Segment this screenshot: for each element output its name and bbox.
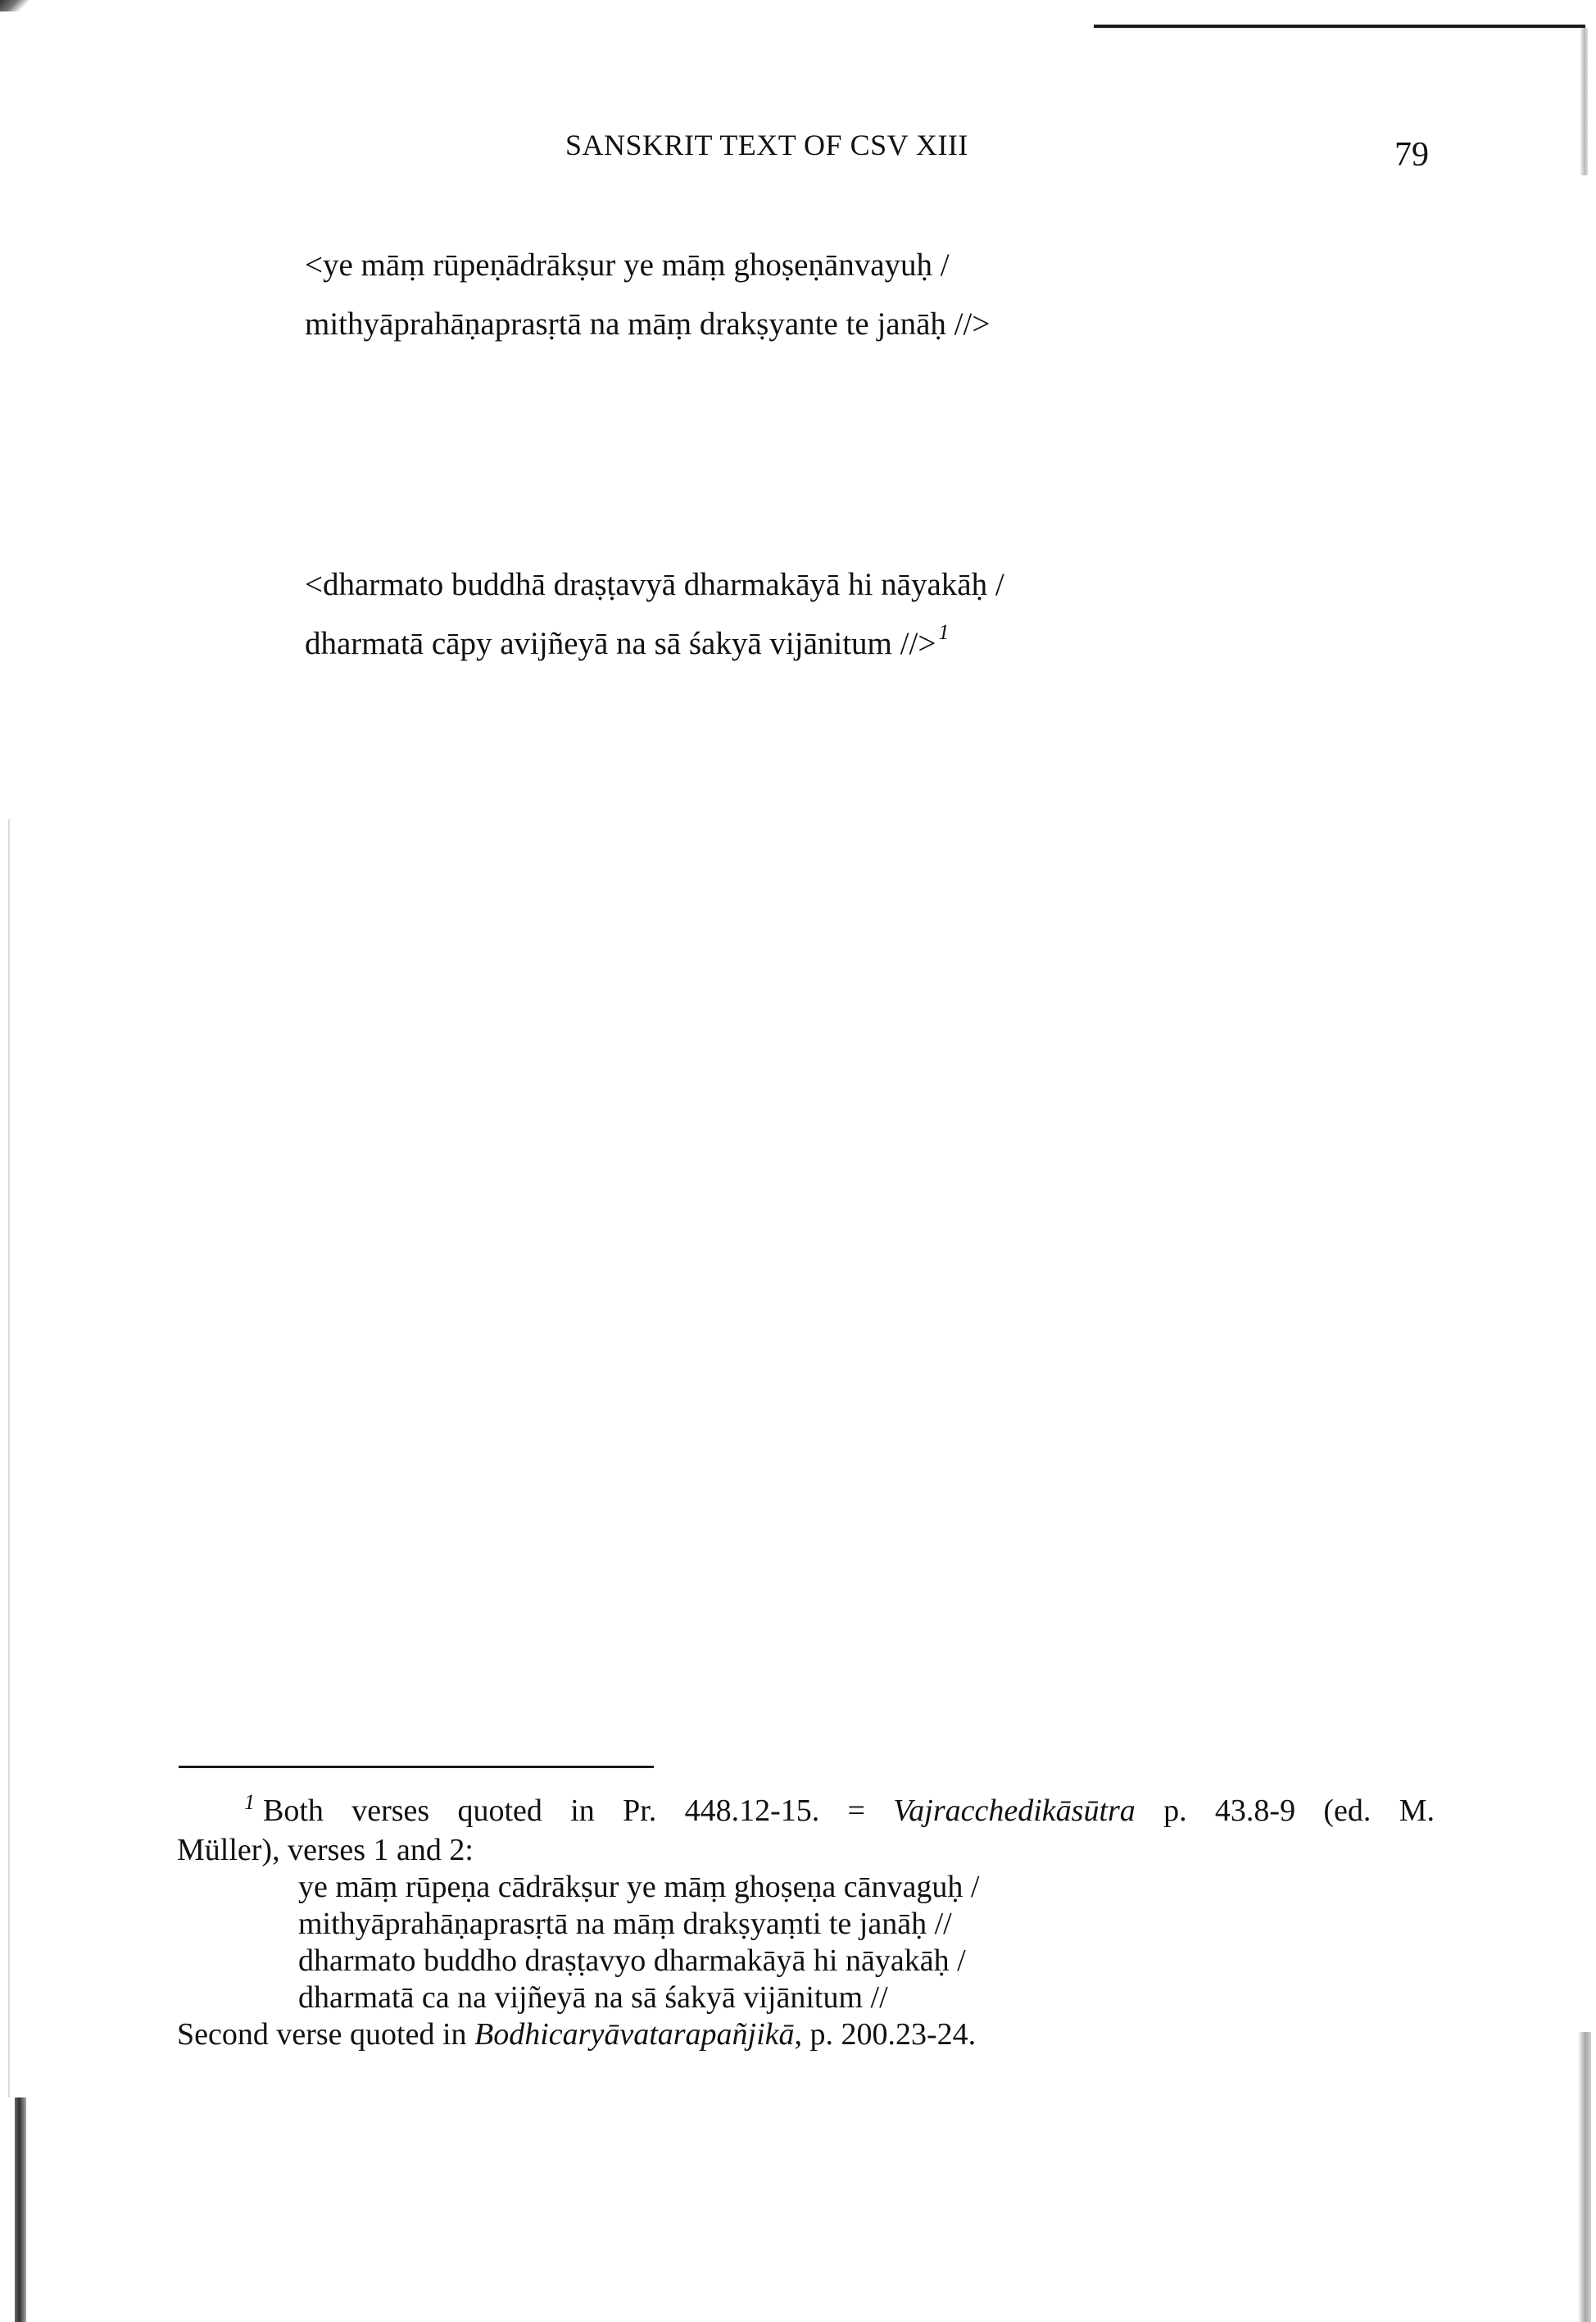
footnote [177,1790,1435,2053]
scan-edge-rule [1094,25,1585,28]
verse-line: mithyāprahāṇaprasṛtā na māṃ drakṣyante te janāḥ //> [305,306,991,342]
running-head: SANSKRIT TEXT OF CSV XIII [565,129,968,161]
verse-line-text: dharmatā cāpy avijñeyā na sā śakyā vijānitum //> [305,626,936,661]
footnote-quoted-line: ye māṃ rūpeṇa cādrākṣur ye māṃ ghoṣeṇa cānvaguḥ / [298,1870,980,1904]
footnote-work-title: Vajracchedikāsūtra [893,1794,1136,1828]
footnote-locator: p. 43.8-9 (ed. M. [1135,1794,1435,1828]
scan-left-edge-bottom [15,2098,26,2322]
footnote-second-prefix: Second verse quoted in [177,2017,475,2052]
verse-line: <ye māṃ rūpeṇādrākṣur ye māṃ ghoṣeṇānvayuḥ / [305,247,950,283]
footnote-first-line [177,1790,1435,1832]
scan-corner-artifact [0,0,33,11]
footnote-intro: Both verses quoted in Pr. 448.12-15. = [263,1794,894,1828]
footnote-quoted-line: dharmato buddho draṣṭavyo dharmakāyā hi nāyakāḥ / [298,1943,966,1978]
verse-block-2 [305,556,1004,677]
footnote-number: 1 [244,1790,255,1814]
footnote-quoted-line: mithyāprahāṇaprasṛtā na māṃ drakṣyaṃti te janāḥ // [298,1907,952,1941]
footnote-separator [179,1766,654,1768]
footnote-continuation: Müller), verses 1 and 2: [177,1833,474,1867]
footnote-quoted-line: dharmatā ca na vijñeyā na sā śakyā vijānitum // [298,1980,888,2015]
verse-block-1 [305,236,990,354]
footnote-second-verse-note [177,2016,1435,2053]
footnote-second-title: Bodhicaryāvatarapañjikā [474,2017,795,2052]
scan-right-edge-bottom [1578,2032,1591,2322]
verse-line: <dharmato buddhā draṣṭavyā dharmakāyā hi nāyakāḥ / [305,567,1004,602]
verse-line [305,615,1004,677]
page-number: 79 [1394,136,1429,174]
footnote-second-suffix: , p. 200.23-24. [794,2017,977,2052]
footnote-reference: 1 [938,620,950,644]
scan-left-margin-line [8,819,10,2098]
scan-right-edge-top [1580,28,1588,175]
